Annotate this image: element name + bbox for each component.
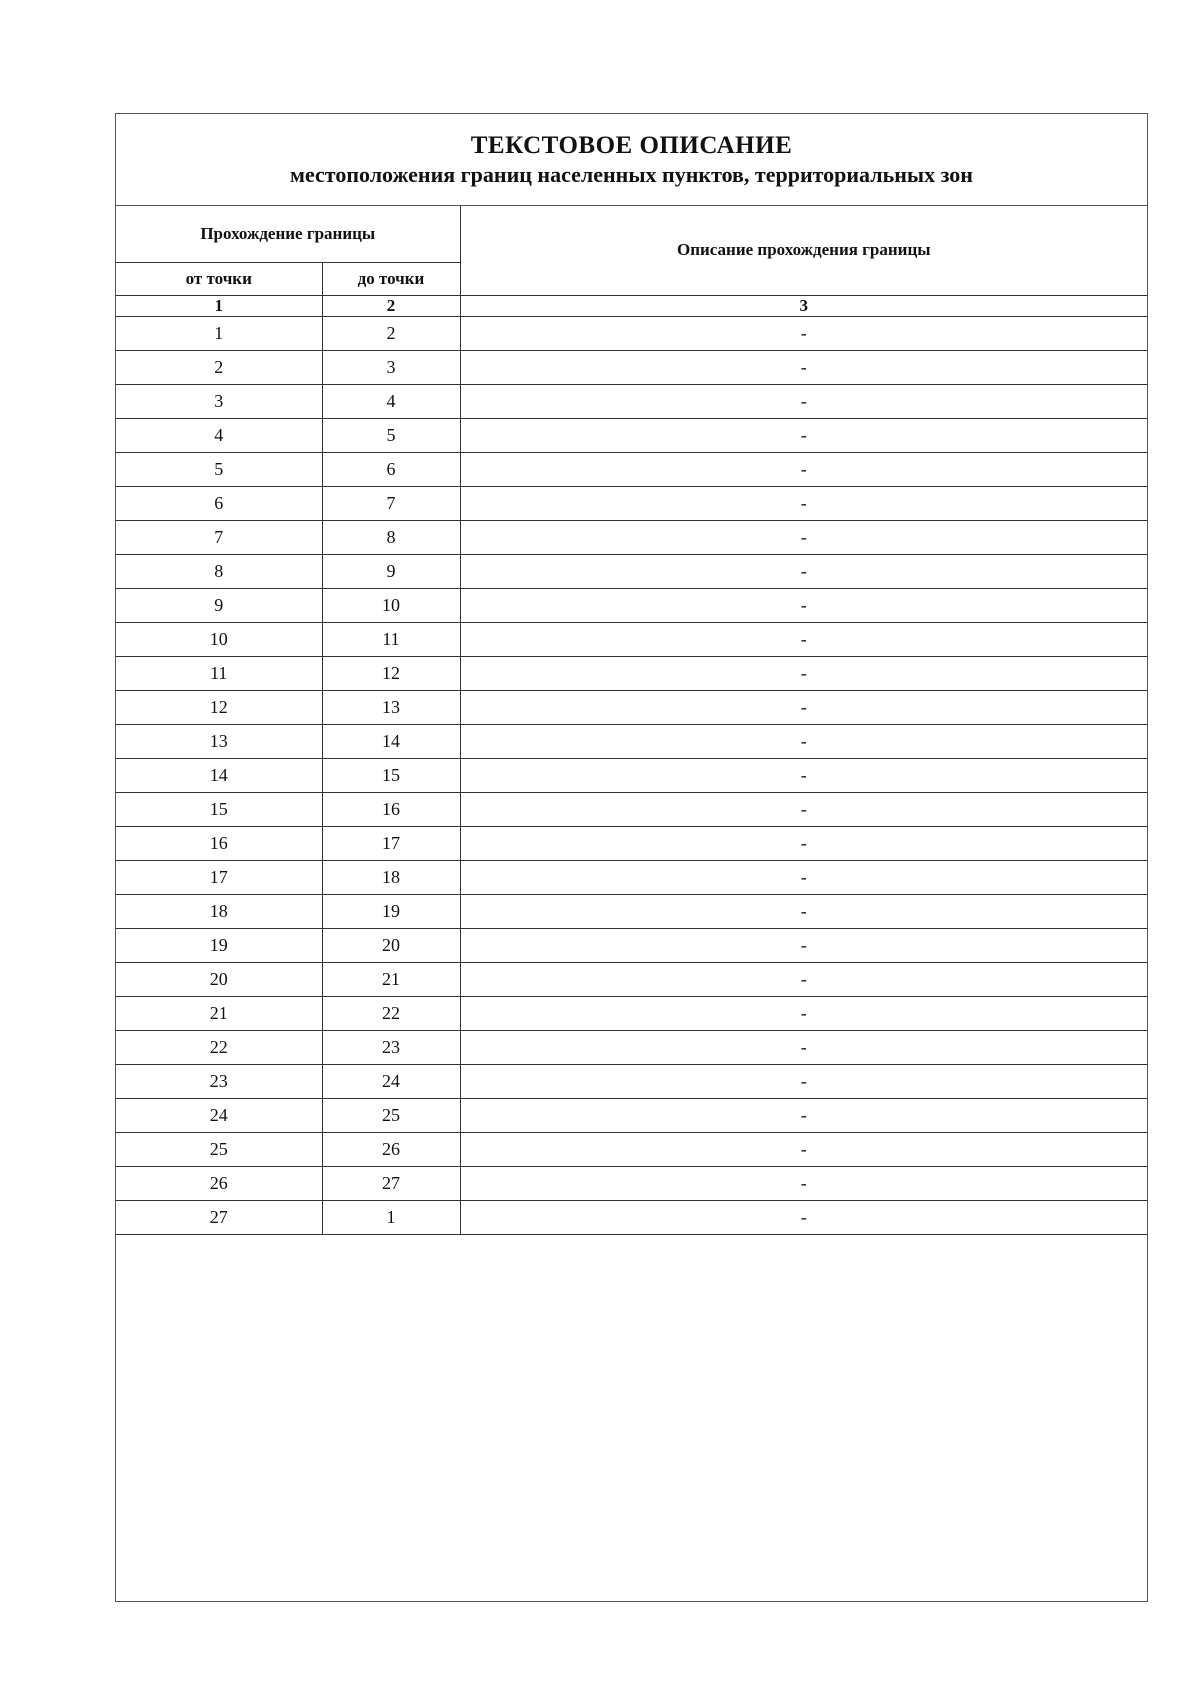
row-from-point: 18 — [116, 894, 322, 928]
table-row — [116, 894, 1147, 928]
row-description: - — [460, 350, 1147, 384]
table-row — [116, 1030, 1147, 1064]
row-to-point: 14 — [322, 724, 460, 758]
table-row — [116, 452, 1147, 486]
row-to-point: 15 — [322, 758, 460, 792]
document-frame — [115, 113, 1148, 1602]
row-to-point: 4 — [322, 384, 460, 418]
row-description: - — [460, 1030, 1147, 1064]
row-from-point: 5 — [116, 452, 322, 486]
row-from-point: 17 — [116, 860, 322, 894]
table-row — [116, 1166, 1147, 1200]
table-row — [116, 418, 1147, 452]
row-from-point: 23 — [116, 1064, 322, 1098]
table-row — [116, 554, 1147, 588]
table-row — [116, 384, 1147, 418]
table-row — [116, 1200, 1147, 1234]
row-to-point: 26 — [322, 1132, 460, 1166]
row-from-point: 12 — [116, 690, 322, 724]
row-description: - — [460, 758, 1147, 792]
table-body — [116, 316, 1147, 1234]
boundary-table — [116, 206, 1147, 1235]
row-from-point: 8 — [116, 554, 322, 588]
row-description: - — [460, 860, 1147, 894]
table-row — [116, 928, 1147, 962]
row-description: - — [460, 588, 1147, 622]
row-to-point: 20 — [322, 928, 460, 962]
table-row — [116, 1132, 1147, 1166]
row-from-point: 24 — [116, 1098, 322, 1132]
row-from-point: 16 — [116, 826, 322, 860]
row-from-point: 9 — [116, 588, 322, 622]
row-description: - — [460, 656, 1147, 690]
row-to-point: 27 — [322, 1166, 460, 1200]
row-from-point: 14 — [116, 758, 322, 792]
row-from-point: 2 — [116, 350, 322, 384]
row-from-point: 4 — [116, 418, 322, 452]
row-description: - — [460, 1064, 1147, 1098]
row-to-point: 13 — [322, 690, 460, 724]
row-description: - — [460, 724, 1147, 758]
row-description: - — [460, 1166, 1147, 1200]
row-from-point: 27 — [116, 1200, 322, 1234]
table-row — [116, 1098, 1147, 1132]
table-row — [116, 588, 1147, 622]
table-row — [116, 792, 1147, 826]
row-to-point: 1 — [322, 1200, 460, 1234]
row-from-point: 15 — [116, 792, 322, 826]
table-row — [116, 996, 1147, 1030]
row-to-point: 22 — [322, 996, 460, 1030]
row-to-point: 8 — [322, 520, 460, 554]
header-from-point: от точки — [116, 262, 322, 295]
row-from-point: 22 — [116, 1030, 322, 1064]
row-to-point: 21 — [322, 962, 460, 996]
row-description: - — [460, 690, 1147, 724]
row-description: - — [460, 486, 1147, 520]
row-to-point: 10 — [322, 588, 460, 622]
row-to-point: 16 — [322, 792, 460, 826]
header-boundary-passage: Прохождение границы — [116, 206, 460, 262]
column-number-1: 1 — [116, 295, 322, 316]
row-from-point: 25 — [116, 1132, 322, 1166]
document-subtitle: местоположения границ населенных пунктов, территориальных зон — [290, 162, 973, 187]
row-from-point: 20 — [116, 962, 322, 996]
row-from-point: 10 — [116, 622, 322, 656]
row-to-point: 7 — [322, 486, 460, 520]
row-from-point: 21 — [116, 996, 322, 1030]
row-description: - — [460, 996, 1147, 1030]
table-row — [116, 962, 1147, 996]
row-description: - — [460, 622, 1147, 656]
table-row — [116, 758, 1147, 792]
table-row — [116, 656, 1147, 690]
header-description: Описание прохождения границы — [460, 206, 1147, 295]
row-description: - — [460, 1200, 1147, 1234]
row-from-point: 7 — [116, 520, 322, 554]
row-to-point: 19 — [322, 894, 460, 928]
row-to-point: 24 — [322, 1064, 460, 1098]
table-row — [116, 350, 1147, 384]
row-description: - — [460, 418, 1147, 452]
document-title: ТЕКСТОВОЕ ОПИСАНИЕ — [470, 132, 793, 159]
column-number-2: 2 — [322, 295, 460, 316]
row-from-point: 11 — [116, 656, 322, 690]
row-to-point: 18 — [322, 860, 460, 894]
row-description: - — [460, 792, 1147, 826]
table-row — [116, 860, 1147, 894]
header-to-point: до точки — [322, 262, 460, 295]
row-to-point: 17 — [322, 826, 460, 860]
table-row — [116, 520, 1147, 554]
table-row — [116, 316, 1147, 350]
row-from-point: 1 — [116, 316, 322, 350]
row-from-point: 19 — [116, 928, 322, 962]
table-row — [116, 1064, 1147, 1098]
row-description: - — [460, 1098, 1147, 1132]
row-to-point: 9 — [322, 554, 460, 588]
column-number-3: 3 — [460, 295, 1147, 316]
row-description: - — [460, 316, 1147, 350]
table-row — [116, 486, 1147, 520]
table-row — [116, 622, 1147, 656]
row-description: - — [460, 384, 1147, 418]
row-description: - — [460, 928, 1147, 962]
title-block — [116, 114, 1147, 206]
row-to-point: 11 — [322, 622, 460, 656]
row-description: - — [460, 520, 1147, 554]
table-row — [116, 826, 1147, 860]
row-to-point: 12 — [322, 656, 460, 690]
row-description: - — [460, 452, 1147, 486]
table-row — [116, 690, 1147, 724]
row-description: - — [460, 826, 1147, 860]
row-to-point: 6 — [322, 452, 460, 486]
row-to-point: 5 — [322, 418, 460, 452]
row-to-point: 25 — [322, 1098, 460, 1132]
row-description: - — [460, 554, 1147, 588]
row-from-point: 26 — [116, 1166, 322, 1200]
row-to-point: 3 — [322, 350, 460, 384]
row-from-point: 3 — [116, 384, 322, 418]
row-from-point: 13 — [116, 724, 322, 758]
row-description: - — [460, 962, 1147, 996]
row-to-point: 23 — [322, 1030, 460, 1064]
row-to-point: 2 — [322, 316, 460, 350]
table-row — [116, 724, 1147, 758]
row-from-point: 6 — [116, 486, 322, 520]
row-description: - — [460, 894, 1147, 928]
row-description: - — [460, 1132, 1147, 1166]
